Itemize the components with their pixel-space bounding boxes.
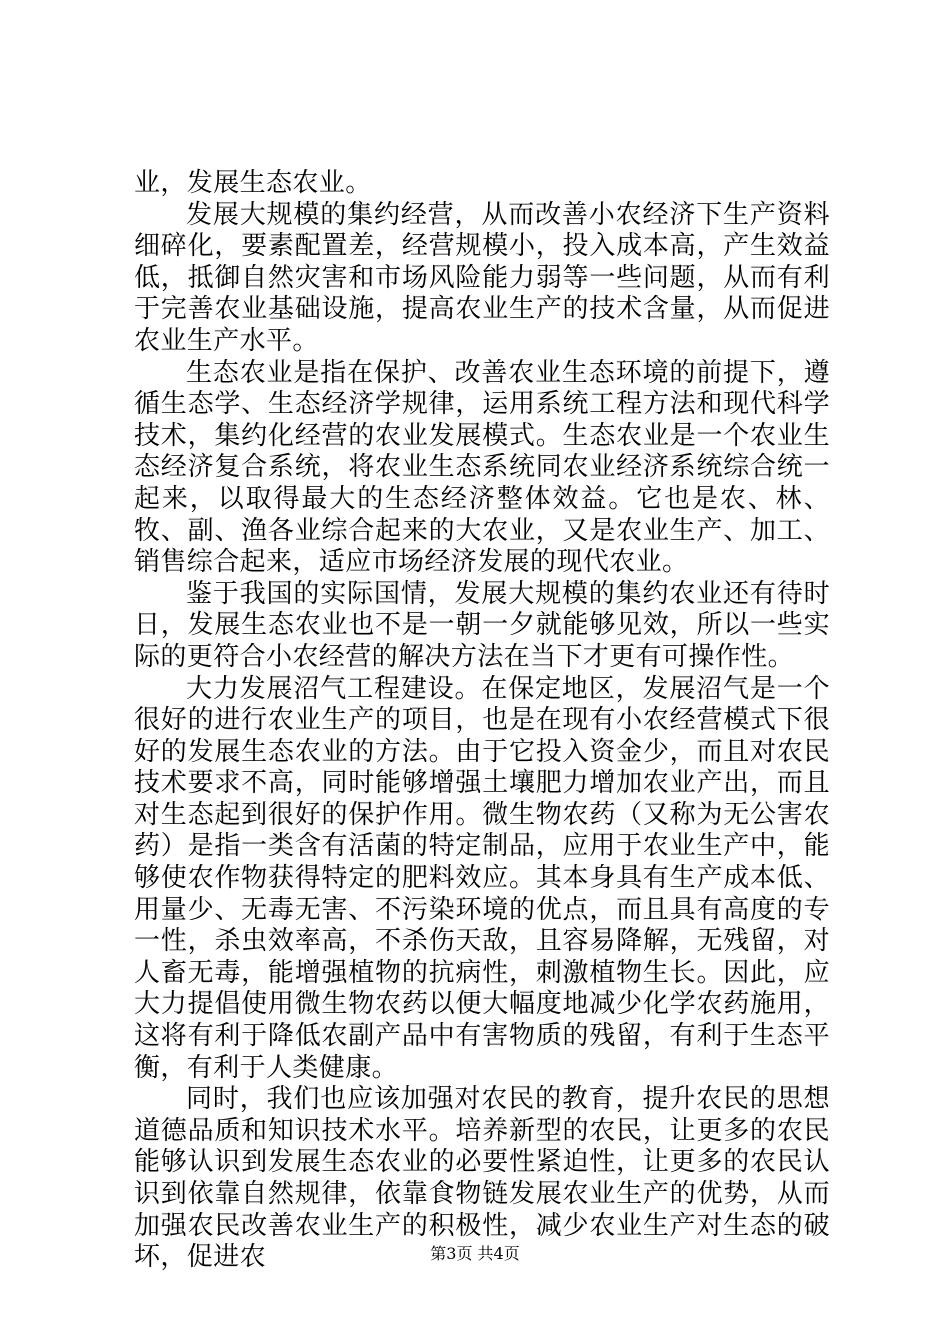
paragraph: 发展大规模的集约经营，从而改善小农经济下生产资料细碎化，要素配置差，经营规模小，投入成本高，产生效益低，抵御自然灾害和市场风险能力弱等一些问题，从而有利于完善农业基础设施，提高农业生产的技术含量，从而促进农业生产水平。 <box>134 199 830 356</box>
paragraph: 业，发展生态农业。 <box>134 168 372 198</box>
page-number-footer: 第3页 共4页 <box>430 1244 520 1263</box>
paragraph: 鉴于我国的实际国情，发展大规模的集约农业还有待时日，发展生态农业也不是一朝一夕就能够见效，所以一些实际的更符合小农经营的解决方法在当下才更有可操作性。 <box>134 578 830 672</box>
paragraph: 同时，我们也应该加强对农民的教育，提升农民的思想道德品质和知识技术水平。培养新型的农民，让更多的农民能够认识到发展生态农业的必要性紧迫性，让更多的农民认识到依靠自然规律，依靠食物链发展农业生产的优势，从而加强农民改善农业生产的积极性，减少农业生产对生态的破坏，促进农 <box>134 1084 830 1273</box>
paragraph: 大力发展沼气工程建设。在保定地区，发展沼气是一个很好的进行农业生产的项目，也是在现有小农经营模式下很好的发展生态农业的方法。由于它投入资金少，而且对农民技术要求不高，同时能够增强土壤肥力增加农业产出，而且对生态起到很好的保护作用。微生物农药（又称为无公害农药）是指一类含有活菌的特定制品，应用于农业生产中，能够使农作物获得特定的肥料效应。其本身具有生产成本低、用量少、无毒无害、不污染环境的优点，而且具有高度的专一性，杀虫效率高，不杀伤天敌，且容易降解，无残留，对人畜无毒，能增强植物的抗病性，刺激植物生长。因此，应大力提倡使用微生物农药以便大幅度地减少化学农药施用，这将有利于降低农副产品中有害物质的残留，有利于生态平衡，有利于人类健康。 <box>134 673 830 1083</box>
body-text <box>134 168 830 1274</box>
paragraph: 生态农业是指在保护、改善农业生态环境的前提下，遵循生态学、生态经济学规律，运用系统工程方法和现代科学技术，集约化经营的农业发展模式。生态农业是一个农业生态经济复合系统，将农业生态系统同农业经济系统综合统一起来，以取得最大的生态经济整体效益。它也是农、林、牧、副、渔各业综合起来的大农业，又是农业生产、加工、销售综合起来，适应市场经济发展的现代农业。 <box>134 357 830 578</box>
